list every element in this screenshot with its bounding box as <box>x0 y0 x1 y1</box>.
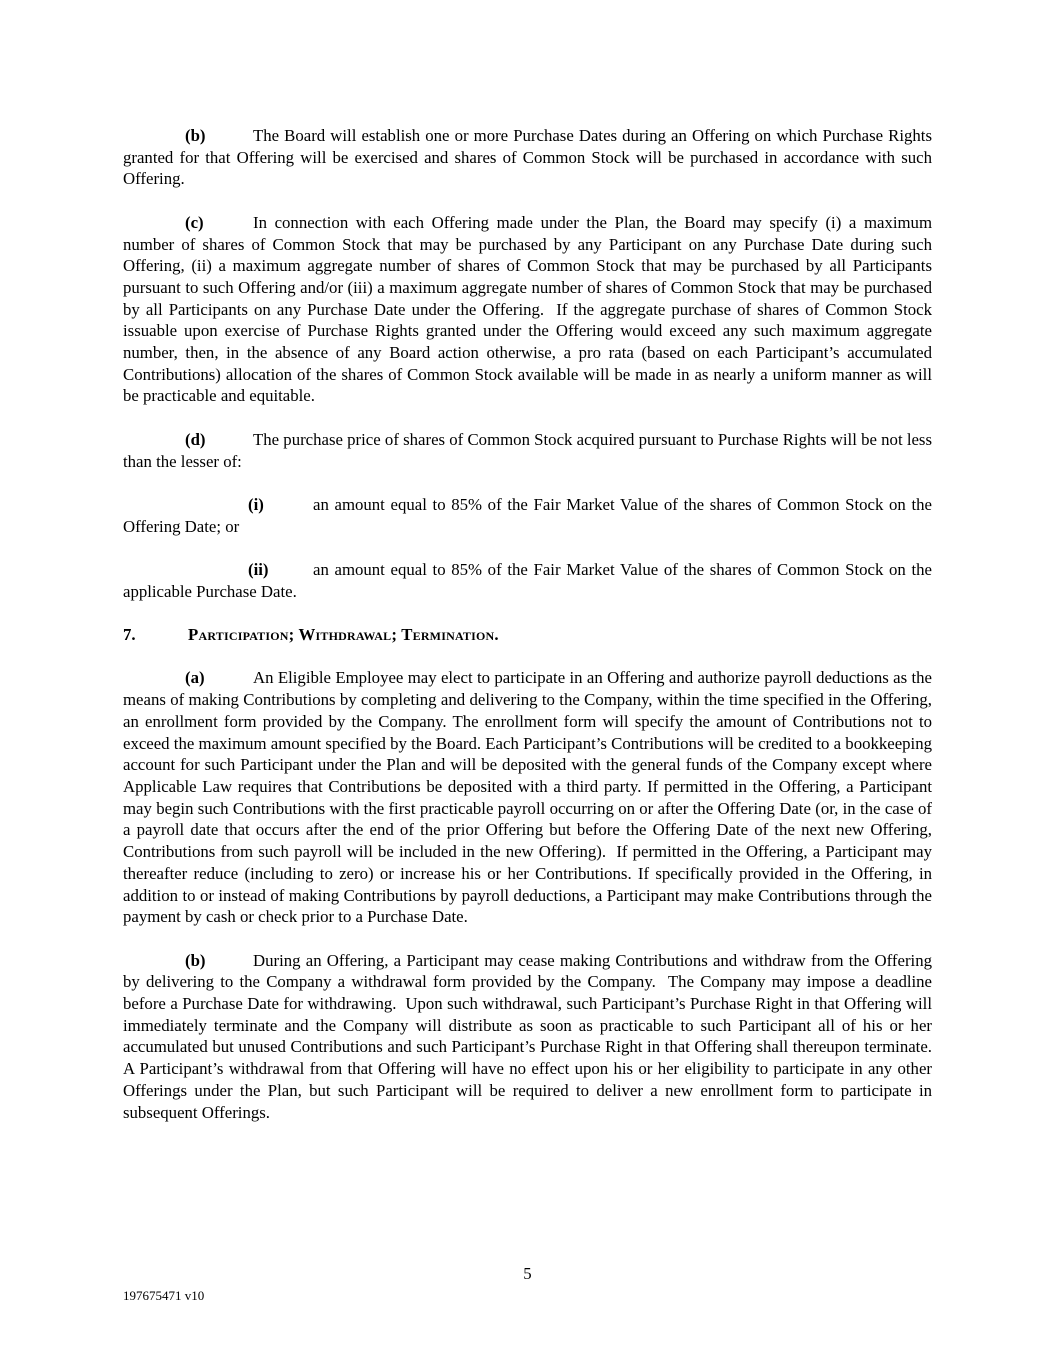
document-body <box>123 125 941 1145</box>
paragraph-text: An Eligible Employee may elect to participate in an Offering and authorize payroll deductions as the means of making Contributions by completing and delivering to the Company, within the time specified in the Offering, an enrollment form provided by the Company. The enrollment form will specify the amount of Contributions not to exceed the maximum amount specified by the Board. Each Participant’s Contributions will be credited to a bookkeeping account for such Participant under the Plan and will be deposited with the general funds of the Company except where Applicable Law requires that Contributions be deposited with a third party. If permitted in the Offering, a Participant may begin such Contributions with the first practicable payroll occurring on or after the Offering Date (or, in the case of a payroll date that occurs after the end of the prior Offering but before the Offering Date of the next new Offering, Contributions from such payroll will be included in the new Offering). If permitted in the Offering, a Participant may thereafter reduce (including to zero) or increase his or her Contributions. If specifically provided in the Offering, in addition to or instead of making Contributions by payroll deductions, a Participant may make Contributions through the payment by cash or check prior to a Purchase Date. <box>123 668 937 927</box>
paragraph-text: In connection with each Offering made under the Plan, the Board may specify (i) a maximum number of shares of Common Stock that may be purchased by any Participant on any Purchase Date during such Offering, (ii) a maximum aggregate number of shares of Common Stock that may be purchased by all Participants pursuant to such Offering and/or (iii) a maximum aggregate number of shares of Common Stock that may be purchased by all Participants on any Purchase Date under the Offering. If the aggregate purchase of shares of Common Stock issuable upon exercise of Purchase Rights granted under the Offering would exceed any such maximum aggregate number, then, in the absence of any Board action otherwise, a pro rata (based on each Participant’s accumulated Contributions) allocation of the shares of Common Stock available will be made in as nearly a uniform manner as will be practicable and equitable. <box>123 212 937 406</box>
paragraph-text: The Board will establish one or more Purchase Dates during an Offering on which Purchase Rights granted for that Offering will be exercised and shares of Common Stock will be purchased in accordance with such Offering. <box>123 126 937 189</box>
paragraph-label: (i) <box>248 494 264 514</box>
paragraph-label: (b) <box>185 950 206 970</box>
paragraph-6c <box>123 212 937 407</box>
paragraph-text: an amount equal to 85% of the Fair Market Value of the shares of Common Stock on the Offering Date; or <box>123 494 937 536</box>
paragraph-label: (d) <box>185 429 206 449</box>
paragraph-label: (b) <box>185 126 206 145</box>
paragraph-label: (ii) <box>248 560 269 579</box>
paragraph-6d-i <box>123 494 937 537</box>
paragraph-text: an amount equal to 85% of the Fair Market Value of the shares of Common Stock on the applicable Purchase Date. <box>123 560 937 601</box>
paragraph-6b <box>123 125 937 190</box>
paragraph-6d <box>123 429 937 472</box>
section-number: 7. <box>123 625 136 645</box>
paragraph-7a <box>123 667 937 927</box>
section-7-heading <box>123 624 932 646</box>
document-id-footer: 197675471 v10 <box>123 1288 205 1303</box>
page-number: 5 <box>523 1264 532 1283</box>
paragraph-text: The purchase price of shares of Common Stock acquired pursuant to Purchase Rights will be not less than the lesser of: <box>123 429 937 471</box>
paragraph-label: (a) <box>185 668 205 688</box>
paragraph-text: During an Offering, a Participant may cease making Contributions and withdraw from the Offering by delivering to the Company a withdrawal form provided by the Company. The Company may impose a deadline before a Purchase Date for withdrawing. Upon such withdrawal, such Participant’s Purchase Right in that Offering will immediately terminate and the Company will distribute as soon as practicable to such Participant all of his or her accumulated but unused Contributions and such Participant’s Purchase Right in that Offering shall thereupon terminate. A Participant’s withdrawal from that Offering will have no effect upon his or her eligibility to participate in any other Offerings under the Plan, but such Participant will be required to deliver a new enrollment form to participate in subsequent Offerings. <box>123 950 941 1122</box>
paragraph-7b <box>123 950 941 1124</box>
section-title: Participation; Withdrawal; Termination. <box>188 625 499 645</box>
paragraph-6d-ii <box>123 559 937 602</box>
paragraph-label: (c) <box>185 212 204 232</box>
